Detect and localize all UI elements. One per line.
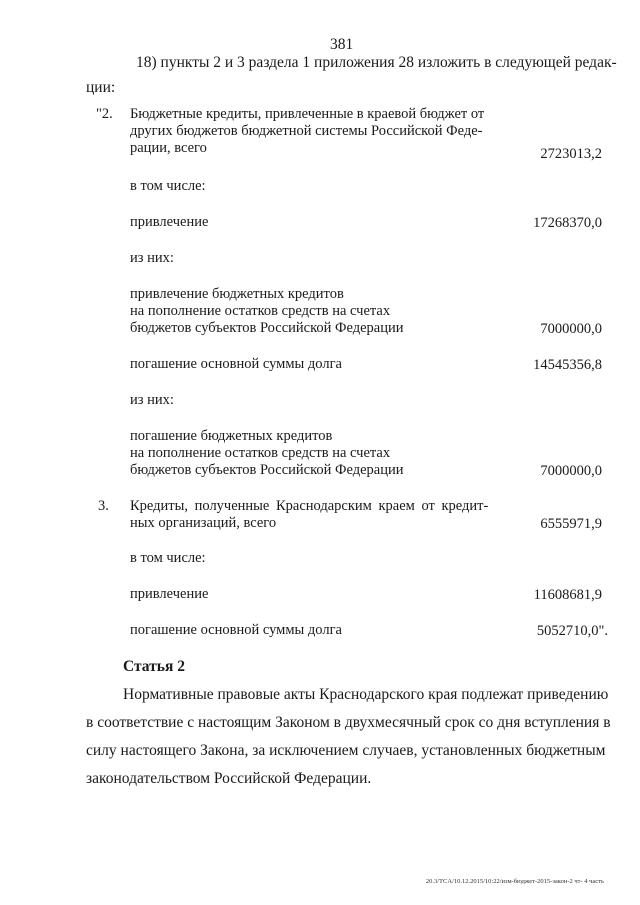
item-3-row-including: в том числе:: [130, 550, 206, 566]
item-3-row-borrowing: привлечение: [130, 586, 209, 602]
item-2-row-including: в том числе:: [130, 178, 206, 194]
item-3-row-repayment-value: 5052710,0".: [536, 623, 608, 639]
item-2-title-line-1: Бюджетные кредиты, привлеченные в краевой бюджет от: [130, 106, 485, 122]
intro-line-2: ции:: [86, 79, 116, 96]
item-2-title-line-2: других бюджетов бюджетной системы Российской Феде-: [130, 123, 483, 139]
item-2-row-of-which-1: из них:: [130, 250, 174, 266]
item-2-marker: "2.: [96, 106, 113, 122]
item-3-marker: 3.: [98, 498, 109, 514]
item-2-row-budget-credits-value: 7000000,0: [540, 321, 602, 337]
article-line-1: Нормативные правовые акты Краснодарского края подлежат приведению: [123, 686, 609, 703]
item-2-row-borrowing-value: 17268370,0: [533, 215, 602, 231]
intro-line-1: 18) пункты 2 и 3 раздела 1 приложения 28 изложить в следующей редак-: [136, 54, 617, 71]
item-3-row-repayment: погашение основной суммы долга: [130, 622, 342, 638]
article-line-3: силу настоящего Закона, за исключением случаев, установленных бюджетным: [86, 742, 606, 759]
footer-file-reference: 20.3/TCA/10.12.2015/10:22/изм-бюджет-2015-закон-2 чт- 4 часть: [425, 878, 604, 885]
item-2-row-repay-credits-line-2: на пополнение остатков средств на счетах: [130, 445, 391, 461]
item-2-total: 2723013,2: [540, 146, 602, 162]
item-2-row-repay-credits-value: 7000000,0: [540, 463, 602, 479]
item-3-title-line-1: Кредиты, полученные Краснодарским краем от кредит-: [130, 498, 489, 514]
item-2-row-borrowing: привлечение: [130, 214, 209, 230]
item-2-row-repay-credits-line-3: бюджетов субъектов Российской Федерации: [130, 462, 404, 478]
item-2-row-budget-credits-line-2: на пополнение остатков средств на счетах: [130, 303, 391, 319]
item-3-title-line-2: ных организаций, всего: [130, 515, 277, 531]
item-3-row-borrowing-value: 11608681,9: [533, 587, 602, 603]
item-3-total: 6555971,9: [540, 516, 602, 532]
item-2-row-budget-credits-line-3: бюджетов субъектов Российской Федерации: [130, 320, 404, 336]
item-2-row-repay-credits-line-1: погашение бюджетных кредитов: [130, 428, 333, 444]
item-2-row-budget-credits-line-1: привлечение бюджетных кредитов: [130, 286, 344, 302]
item-2-row-repayment: погашение основной суммы долга: [130, 356, 342, 372]
article-heading: Статья 2: [123, 658, 185, 675]
article-line-2: в соответствие с настоящим Законом в двухмесячный срок со дня вступления в: [86, 714, 611, 731]
page-number: 381: [330, 36, 354, 53]
item-2-row-of-which-2: из них:: [130, 392, 174, 408]
article-line-4: законодательством Российской Федерации.: [86, 770, 372, 787]
item-2-title-line-3: рации, всего: [130, 140, 207, 156]
item-2-row-repayment-value: 14545356,8: [533, 357, 602, 373]
